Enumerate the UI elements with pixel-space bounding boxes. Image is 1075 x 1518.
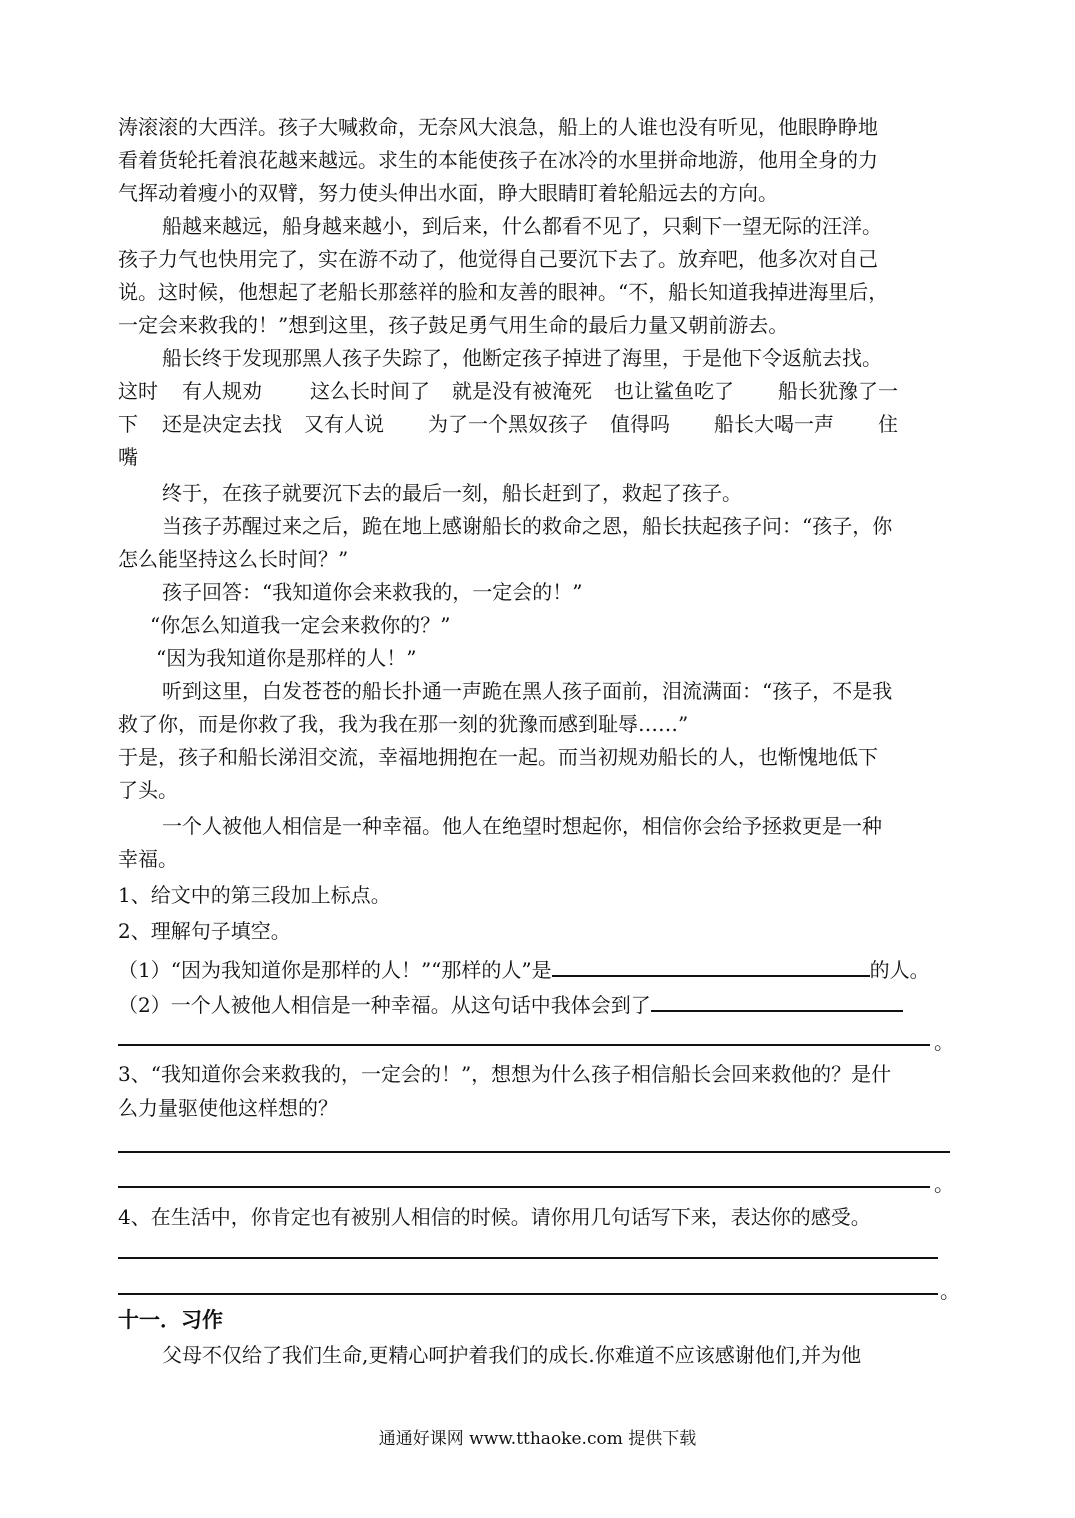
end-mark: 。 — [940, 1279, 960, 1303]
passage-line: 嘴 — [118, 445, 138, 469]
answer-line[interactable] — [118, 1293, 938, 1295]
question-2-2-text: （2）一个人被他人相信是一种幸福。从这句话中我体会到了 — [118, 993, 651, 1017]
passage-line: “你怎么知道我一定会来救你的？” — [150, 613, 451, 637]
phrase: 这么长时间了 — [310, 379, 430, 403]
passage-line: 一个人被他人相信是一种幸福。他人在绝望时想起你，相信你会给予拯救更是一种 — [162, 814, 882, 838]
phrase: 就是没有被淹死 — [452, 379, 592, 403]
passage-line: 涛滚滚的大西洋。孩子大喊救命，无奈风大浪急，船上的人谁也没有听见，他眼睁睁地 — [118, 115, 878, 139]
section-text: 父母不仅给了我们生命,更精心呵护着我们的成长.你难道不应该感谢他们,并为他 — [162, 1343, 862, 1367]
passage-line: 终于，在孩子就要沉下去的最后一刻，船长赶到了，救起了孩子。 — [162, 481, 742, 505]
passage-line: 幸福。 — [118, 847, 178, 871]
passage-line: 听到这里，白发苍苍的船长扑通一声跪在黑人孩子面前，泪流满面：“孩子，不是我 — [162, 679, 893, 703]
passage-line: “因为我知道你是那样的人！” — [156, 646, 417, 670]
answer-line[interactable] — [118, 1257, 938, 1259]
passage-line: 孩子力气也快用完了，实在游不动了，他觉得自己要沉下去了。放弃吧，他多次对自己 — [118, 247, 878, 271]
question-2-1 — [118, 955, 958, 982]
phrase: 船长大喝一声 — [714, 412, 834, 436]
phrase: 还是决定去找 — [162, 412, 282, 436]
passage-line: 船长终于发现那黑人孩子失踪了，他断定孩子掉进了海里，于是他下令返航去找。 — [162, 346, 882, 370]
question-3-line: 么力量驱使他这样想的？ — [118, 1096, 338, 1120]
phrase: 船长犹豫了一 — [778, 379, 898, 403]
answer-line[interactable] — [118, 1151, 950, 1153]
phrase: 值得吗 — [610, 412, 670, 436]
passage-line: 船越来越远，船身越来越小，到后来，什么都看不见了，只剩下一望无际的汪洋。 — [162, 214, 882, 238]
phrase: 为了一个黑奴孩子 — [428, 412, 588, 436]
question-2-1-suffix: 的人。 — [869, 958, 930, 982]
phrase: 这时 — [118, 379, 158, 403]
answer-line[interactable] — [118, 1044, 930, 1046]
question-4: 4、在生活中，你肯定也有被别人相信的时候。请你用几句话写下来，表达你的感受。 — [118, 1205, 871, 1229]
answer-line[interactable] — [118, 1186, 930, 1188]
passage-line: 于是，孩子和船长涕泪交流，幸福地拥抱在一起。而当初规劝船长的人，也惭愧地低下 — [118, 745, 878, 769]
passage-line: 一定会来救我的！”想到这里，孩子鼓足勇气用生命的最后力量又朝前游去。 — [118, 313, 789, 337]
passage-line: 孩子回答：“我知道你会来救我的，一定会的！” — [162, 580, 583, 604]
phrase: 又有人说 — [304, 412, 384, 436]
passage-line: 说。这时候，他想起了老船长那慈祥的脸和友善的眼神。“不，船长知道我掉进海里后， — [118, 280, 889, 304]
passage-line: 救了你，而是你救了我，我为我在那一刻的犹豫而感到耻辱……” — [118, 712, 689, 736]
answer-blank[interactable] — [552, 955, 870, 977]
passage-line-gapped-2 — [118, 412, 958, 436]
passage-line: 看着货轮托着浪花越来越远。求生的本能使孩子在冰冷的水里拼命地游，他用全身的力 — [118, 148, 878, 172]
question-2-1-text: （1）“因为我知道你是那样的人！”“那样的人”是 — [118, 958, 552, 982]
page-footer: 通通好课网 www.tthaoke.com 提供下载 — [378, 1429, 697, 1449]
answer-blank[interactable] — [651, 990, 903, 1012]
passage-line: 怎么能坚持这么长时间？” — [118, 547, 349, 571]
phrase: 有人规劝 — [182, 379, 262, 403]
passage-line: 当孩子苏醒过来之后，跪在地上感谢船长的救命之恩，船长扶起孩子问：“孩子，你 — [162, 514, 893, 538]
section-heading: 十一．习作 — [118, 1307, 223, 1332]
question-1: 1、给文中的第三段加上标点。 — [118, 883, 391, 907]
phrase: 也让鲨鱼吃了 — [614, 379, 734, 403]
question-2: 2、理解句子填空。 — [118, 919, 291, 943]
phrase: 住 — [878, 412, 898, 436]
passage-line-gapped-top — [118, 379, 958, 403]
passage-line: 气挥动着瘦小的双臂，努力使头伸出水面，睁大眼睛盯着轮船远去的方向。 — [118, 181, 778, 205]
end-mark: 。 — [934, 1030, 954, 1054]
phrase: 下 — [118, 412, 138, 436]
question-2-2 — [118, 990, 958, 1017]
end-mark: 。 — [934, 1172, 954, 1196]
passage-line: 了头。 — [118, 778, 178, 802]
question-3-line: 3、“我知道你会来救我的，一定会的！”，想想为什么孩子相信船长会回来救他的？是什 — [118, 1062, 892, 1086]
